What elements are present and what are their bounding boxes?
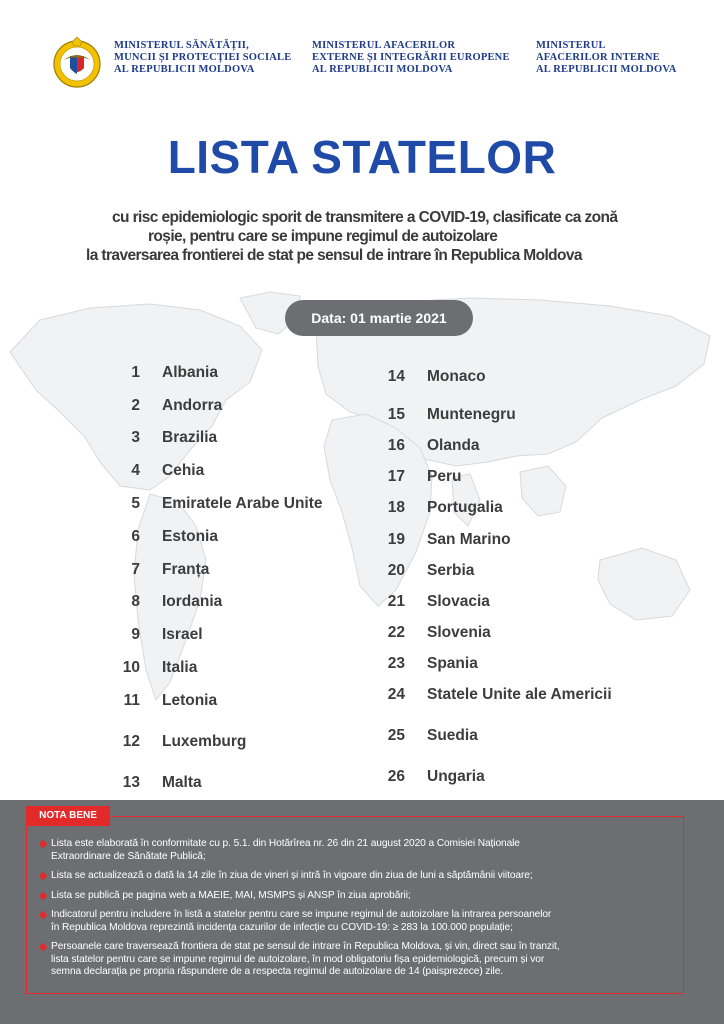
- country-item: 3 Brazilia: [131, 429, 218, 446]
- country-item: 1 Albania: [131, 364, 218, 381]
- note-item: Lista se actualizează o dată la 14 zile în ziua de vineri și intră în vigoare din ziua de luni a săptămânii viitoare;: [40, 870, 680, 883]
- page-subtitle: cu risc epidemiologic sporit de transmitere a COVID-19, clasificate ca zonă roșie, pentru care se impune regimul de autoizolare la traversarea frontierei de stat pe sensul de intrare în Republica Moldova: [86, 209, 618, 264]
- country-item: 5 Emiratele Arabe Unite: [131, 495, 323, 512]
- note-item: Lista este elaborată în conformitate cu p. 5.1. din Hotărîrea nr. 26 din 21 august 2020 a Comisiei Naționale Extraordinare de Sănătate Publică;: [40, 838, 680, 863]
- note-item: Indicatorul pentru includere în listă a statelor pentru care se impune regimul de autoizolare la intrarea persoanelor în Republica Moldova reprezintă incidența cazurilor de infecție cu COVID-19: ≥ 283 la 100.000 populație;: [40, 909, 680, 934]
- country-item: 19 San Marino: [387, 531, 511, 548]
- ministry-health: MINISTERUL SĂNĂTĂȚII, MUNCII ȘI PROTECȚIEI SOCIALE AL REPUBLICII MOLDOVA: [114, 40, 292, 75]
- country-item: 23 Spania: [387, 655, 478, 672]
- ministry-foreign-affairs: MINISTERUL AFACERILOR EXTERNE ȘI INTEGRĂRII EUROPENE AL REPUBLICII MOLDOVA: [312, 40, 510, 75]
- date-badge: Data: 01 martie 2021: [285, 300, 473, 336]
- country-item: 26 Ungaria: [387, 768, 485, 785]
- ministry-internal-affairs: MINISTERUL AFACERILOR INTERNE AL REPUBLICII MOLDOVA: [536, 40, 677, 75]
- nota-bene-notes: [40, 838, 680, 986]
- country-item: 12 Luxemburg: [122, 733, 247, 750]
- country-item: 20 Serbia: [387, 562, 475, 579]
- country-item: 4 Cehia: [131, 462, 205, 479]
- country-item: 11 Letonia: [123, 692, 218, 709]
- country-item: 22 Slovenia: [387, 624, 491, 641]
- country-item: 7 Franța: [131, 561, 210, 578]
- diamond-bullet-icon: [39, 872, 47, 880]
- diamond-bullet-icon: [39, 943, 47, 951]
- country-item: 15 Muntenegru: [387, 406, 516, 423]
- diamond-bullet-icon: [39, 840, 47, 848]
- diamond-bullet-icon: [39, 891, 47, 899]
- page-title: LISTA STATELOR: [167, 131, 557, 183]
- country-item: 24 Statele Unite ale Americii: [387, 686, 612, 703]
- note-item: Persoanele care traversează frontiera de stat pe sensul de intrare în Republica Moldova, și vin, direct sau în tranzit, lista statelor pentru care se impune regimul de autoizolare, în mod obligatoriu fișa epidemiologică, precum și vor semna declarația pe propria răspundere de a respecta regimul de autoizolare de 14 (paisprezece) zile.: [40, 941, 680, 979]
- country-item: 2 Andorra: [131, 397, 223, 414]
- country-item: 14 Monaco: [387, 368, 486, 385]
- country-item: 25 Suedia: [387, 727, 478, 744]
- note-item: Lista se publică pe pagina web a MAEIE, MAI, MSMPS și ANSP în ziua aprobării;: [40, 890, 680, 903]
- country-item: 10 Italia: [122, 659, 198, 676]
- country-item: 17 Peru: [387, 468, 462, 485]
- nota-bene-label: NOTA BENE: [26, 806, 110, 826]
- country-item: 9 Israel: [131, 626, 203, 643]
- diamond-bullet-icon: [39, 911, 47, 919]
- country-item: 8 Iordania: [131, 593, 223, 610]
- coat-of-arms-icon: [52, 34, 102, 96]
- country-item: 18 Portugalia: [387, 499, 503, 516]
- country-item: 21 Slovacia: [387, 593, 490, 610]
- country-item: 6 Estonia: [131, 528, 218, 545]
- country-item: 13 Malta: [122, 774, 202, 791]
- country-item: 16 Olanda: [387, 437, 480, 454]
